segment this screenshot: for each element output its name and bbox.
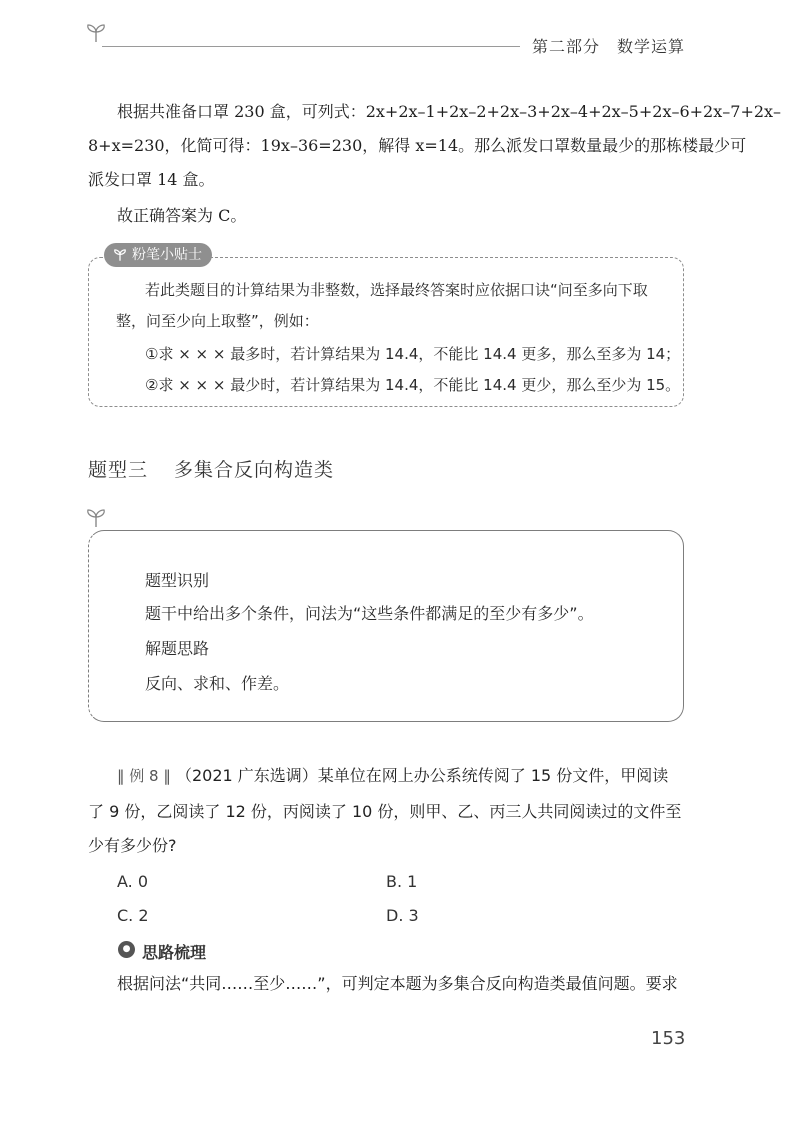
recognition-text: 题干中给出多个条件，问法为“这些条件都满足的至少有多少”。 [145, 604, 594, 623]
option-b: B. 1 [386, 872, 418, 891]
answer-line: 故正确答案为 C。 [117, 206, 247, 225]
example-text-1: （2021 广东选调）某单位在网上办公系统传阅了 15 份文件，甲阅读 [175, 766, 669, 785]
option-d: D. 3 [386, 906, 419, 925]
header-rule [102, 46, 520, 47]
option-a: A. 0 [117, 872, 149, 891]
approach-text: 反向、求和、作差。 [145, 674, 290, 693]
sprout-icon [84, 22, 108, 44]
page-number: 153 [651, 1028, 686, 1049]
section-title [88, 455, 360, 482]
analysis-bullet-icon: ● [118, 941, 135, 958]
tip-line-1: 若此类题目的计算结果为非整数，选择最终答案时应依据口诀“问至多向下取 [145, 281, 648, 299]
solution-line-3: 派发口罩 14 盒。 [88, 170, 215, 189]
example-tag: ‖ 例 8 ‖ [117, 767, 171, 785]
analysis-heading: 思路梳理 [142, 943, 207, 962]
sprout-icon [112, 248, 128, 262]
recognition-heading: 题型识别 [145, 571, 210, 590]
analysis-line-1: 根据问法“共同……至少……”，可判定本题为多集合反向构造类最值问题。要求 [117, 974, 678, 993]
tip-label [104, 243, 212, 267]
sprout-icon [84, 507, 108, 529]
example-line-1 [117, 757, 668, 795]
tip-line-2: 整，问至少向上取整”，例如： [116, 312, 319, 330]
option-c: C. 2 [117, 906, 149, 925]
section-name: 多集合反向构造类 [174, 459, 335, 481]
tip-item-1: ①求 × × × 最多时，若计算结果为 14.4，不能比 14.4 更多，那么至多为 14； [145, 345, 681, 363]
solution-line-1: 根据共准备口罩 230 盒，可列式：2x+2x–1+2x–2+2x–3+2x–4+2x–5+2x–6+2x–7+2x– [117, 102, 782, 121]
header-section-title: 第二部分 数学运算 [532, 37, 686, 56]
tip-label-text: 粉笔小贴士 [132, 247, 202, 263]
example-line-2: 了 9 份，乙阅读了 12 份，丙阅读了 10 份，则甲、乙、丙三人共同阅读过的文件至 [88, 802, 682, 821]
solution-line-2: 8+x=230，化简可得：19x–36=230，解得 x=14。那么派发口罩数量最少的那栋楼最少可 [88, 136, 747, 155]
tip-item-2: ②求 × × × 最少时，若计算结果为 14.4，不能比 14.4 更少，那么至少为 15。 [145, 376, 681, 394]
section-type: 题型三 [88, 459, 149, 481]
approach-heading: 解题思路 [145, 639, 210, 658]
example-line-3: 少有多少份? [88, 836, 177, 855]
